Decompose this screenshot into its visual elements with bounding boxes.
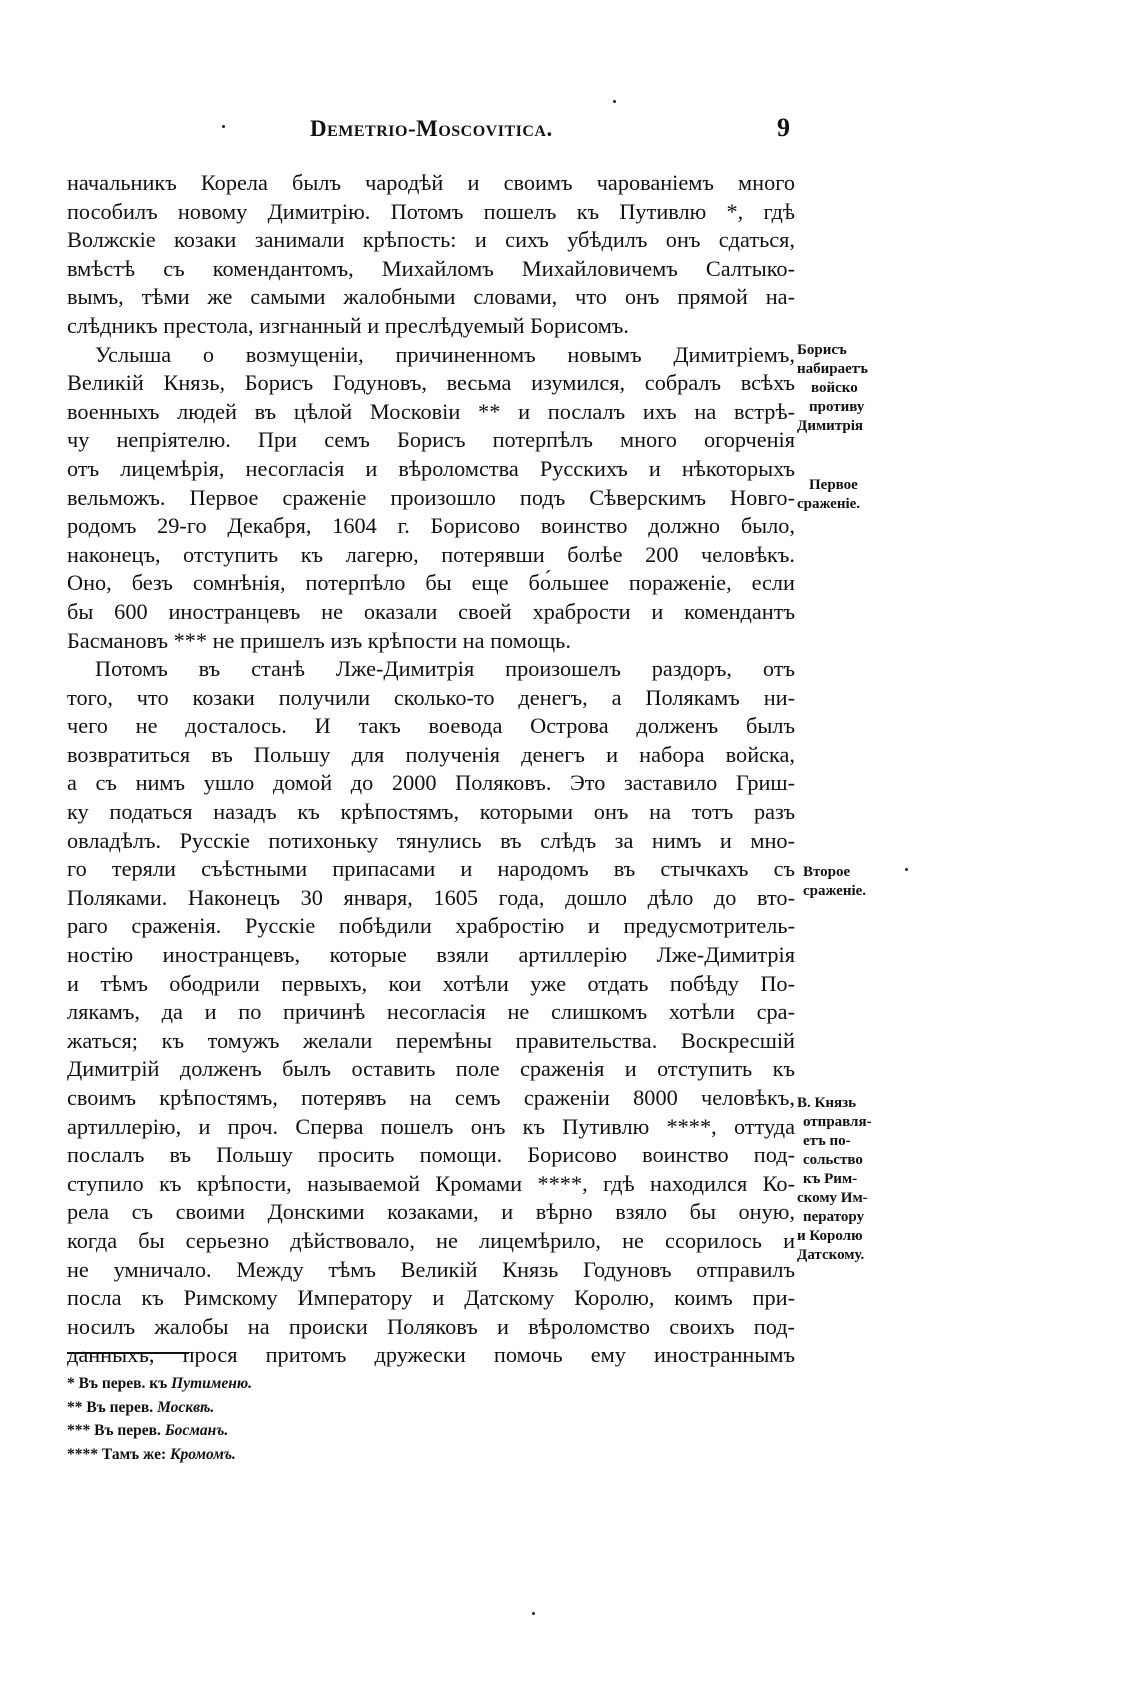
text-line: вмѣстѣ съ комендантомъ, Михайломъ Михайловичемъ Салтыко- xyxy=(67,255,795,281)
text-line: ностію иностранцевъ, которые взяли артиллерію Лже-Димитрія xyxy=(67,942,795,968)
text-line: отъ лицемѣрія, несогласія и вѣроломства Русскихъ и нѣкоторыхъ xyxy=(67,455,795,481)
text-line: данныхъ, прося притомъ дружески помочь ему иностраннымъ xyxy=(67,1342,795,1368)
text-line: носилъ жалобы на происки Поляковъ и вѣроломство своихъ под- xyxy=(67,1313,795,1339)
text-line: Басмановъ *** не пришелъ изъ крѣпости на помощь. xyxy=(67,627,571,653)
text-line: Волжскіе козаки занимали крѣпость: и сихъ убѣдилъ онъ сдаться, xyxy=(67,227,795,253)
text-line: Димитрій долженъ былъ оставить поле сраженія и отступить къ xyxy=(67,1056,795,1082)
margin-note: Второе сраженіе. xyxy=(803,864,867,899)
text-line: жаться; къ томужъ желали перемѣны правительства. Воскресшій xyxy=(67,1027,795,1053)
text-line: своимъ крѣпостямъ, потерявъ на семъ сраженіи 8000 человѣкъ, xyxy=(67,1085,795,1110)
text-line: Услыша о возмущеніи, причиненномъ новымъ Димитріемъ, xyxy=(95,341,795,367)
text-line: возвратиться въ Польшу для полученія денегъ и набора войска, xyxy=(67,741,795,767)
page-number: 9 xyxy=(777,113,790,142)
text-line: ступило къ крѣпости, называемой Кромами ****, гдѣ находился Ко- xyxy=(67,1170,795,1196)
margin-note: Борисъ набираетъ войско противу Димитрія xyxy=(797,342,868,434)
text-line: Оно, безъ сомнѣнія, потерпѣло бы еще бо́льшее пораженіе, если xyxy=(67,570,795,596)
text-line: пособилъ новому Димитрію. Потомъ пошелъ къ Путивлю *, гдѣ xyxy=(67,198,795,224)
text-line: артиллерію, и проч. Сперва пошелъ онъ къ Путивлю ****, оттуда xyxy=(67,1113,795,1139)
footnote-rule xyxy=(67,1352,189,1354)
text-line: начальникъ Корела былъ чародѣй и своимъ чарованіемъ много xyxy=(67,170,795,195)
text-line: чу непріятелю. При семъ Борисъ потерпѣлъ много огорченія xyxy=(67,427,795,453)
text-line: когда бы серьезно дѣйствовало, не лицемѣрило, не ссорилось и xyxy=(67,1227,795,1253)
footnote: ** Въ перев. Москвѣ. xyxy=(67,1398,215,1416)
text-line: вельможъ. Первое сраженіе произошло подъ Сѣверскимъ Новго- xyxy=(67,484,795,510)
text-line: того, что козаки получили сколько-то денегъ, а Полякамъ ни- xyxy=(67,684,795,710)
text-line: и тѣмъ ободрили первыхъ, кои хотѣли уже отдать побѣду По- xyxy=(67,970,795,996)
text-line: посла къ Римскому Императору и Датскому Королю, коимъ при- xyxy=(67,1285,795,1311)
print-speck xyxy=(905,868,908,871)
margin-note: Первое сраженіе. xyxy=(797,477,861,512)
running-head: Demetrio-Moscovitica. xyxy=(310,116,553,141)
print-speck xyxy=(532,1612,535,1615)
text-line: го теряли съѣстными припасами и народомъ въ стычкахъ съ xyxy=(67,856,795,882)
text-line: слѣдникъ престола, изгнанный и преслѣдуемый Борисомъ. xyxy=(67,312,629,338)
text-line: лякамъ, да и по причинѣ несогласія не слишкомъ хотѣли сра- xyxy=(67,999,795,1025)
text-line: чего не досталось. И такъ воевода Острова долженъ былъ xyxy=(67,713,795,739)
text-line: рела съ своими Донскими козаками, и вѣрно взяло бы оную, xyxy=(67,1199,795,1225)
text-line: родомъ 29-го Декабря, 1604 г. Борисово воинство должно было, xyxy=(67,513,795,539)
text-line: послалъ въ Польшу просить помощи. Борисово воинство под- xyxy=(67,1142,795,1168)
margin-note: В. Князь отправля- етъ по- сольство къ Рим- скому Им- ператору и Королю Датскому. xyxy=(797,1095,872,1263)
print-speck xyxy=(222,125,225,128)
text-line: военныхъ людей въ цѣлой Московіи ** и послалъ ихъ на встрѣ- xyxy=(67,398,795,424)
footnote: **** Тамъ же: Кромомъ. xyxy=(67,1445,236,1463)
text-line: раго сраженія. Русскіе побѣдили храбростію и предусмотритель- xyxy=(67,913,795,939)
text-line: Поляками. Наконецъ 30 января, 1605 года, дошло дѣло до вто- xyxy=(67,884,795,910)
body-text xyxy=(67,169,795,1370)
print-speck xyxy=(613,100,616,103)
text-line: овладѣлъ. Русскіе потихоньку тянулись въ слѣдъ за нимъ и мно- xyxy=(67,827,795,853)
text-line: бы 600 иностранцевъ не оказали своей храбрости и комендантъ xyxy=(67,598,795,624)
text-line: ку податься назадъ къ крѣпостямъ, которыми онъ на тотъ разъ xyxy=(67,799,795,825)
footnotes xyxy=(67,1372,252,1466)
footnote: *** Въ перев. Босманъ. xyxy=(67,1422,229,1439)
text-line: а съ нимъ ушло домой до 2000 Поляковъ. Это заставило Гриш- xyxy=(67,770,795,796)
text-line: не умничало. Между тѣмъ Великій Князь Годуновъ отправилъ xyxy=(67,1256,795,1282)
text-line: Потомъ въ станѣ Лже-Димитрія произошелъ раздоръ, отъ xyxy=(95,656,795,682)
footnote: * Въ перев. къ Путименю. xyxy=(67,1375,253,1392)
text-line: Великій Князь, Борисъ Годуновъ, весьма изумился, собралъ всѣхъ xyxy=(67,370,795,396)
text-line: наконецъ, отступить къ лагерю, потерявши болѣе 200 человѣкъ. xyxy=(67,541,795,567)
text-line: вымъ, тѣми же самыми жалобными словами, что онъ прямой на- xyxy=(67,284,795,310)
